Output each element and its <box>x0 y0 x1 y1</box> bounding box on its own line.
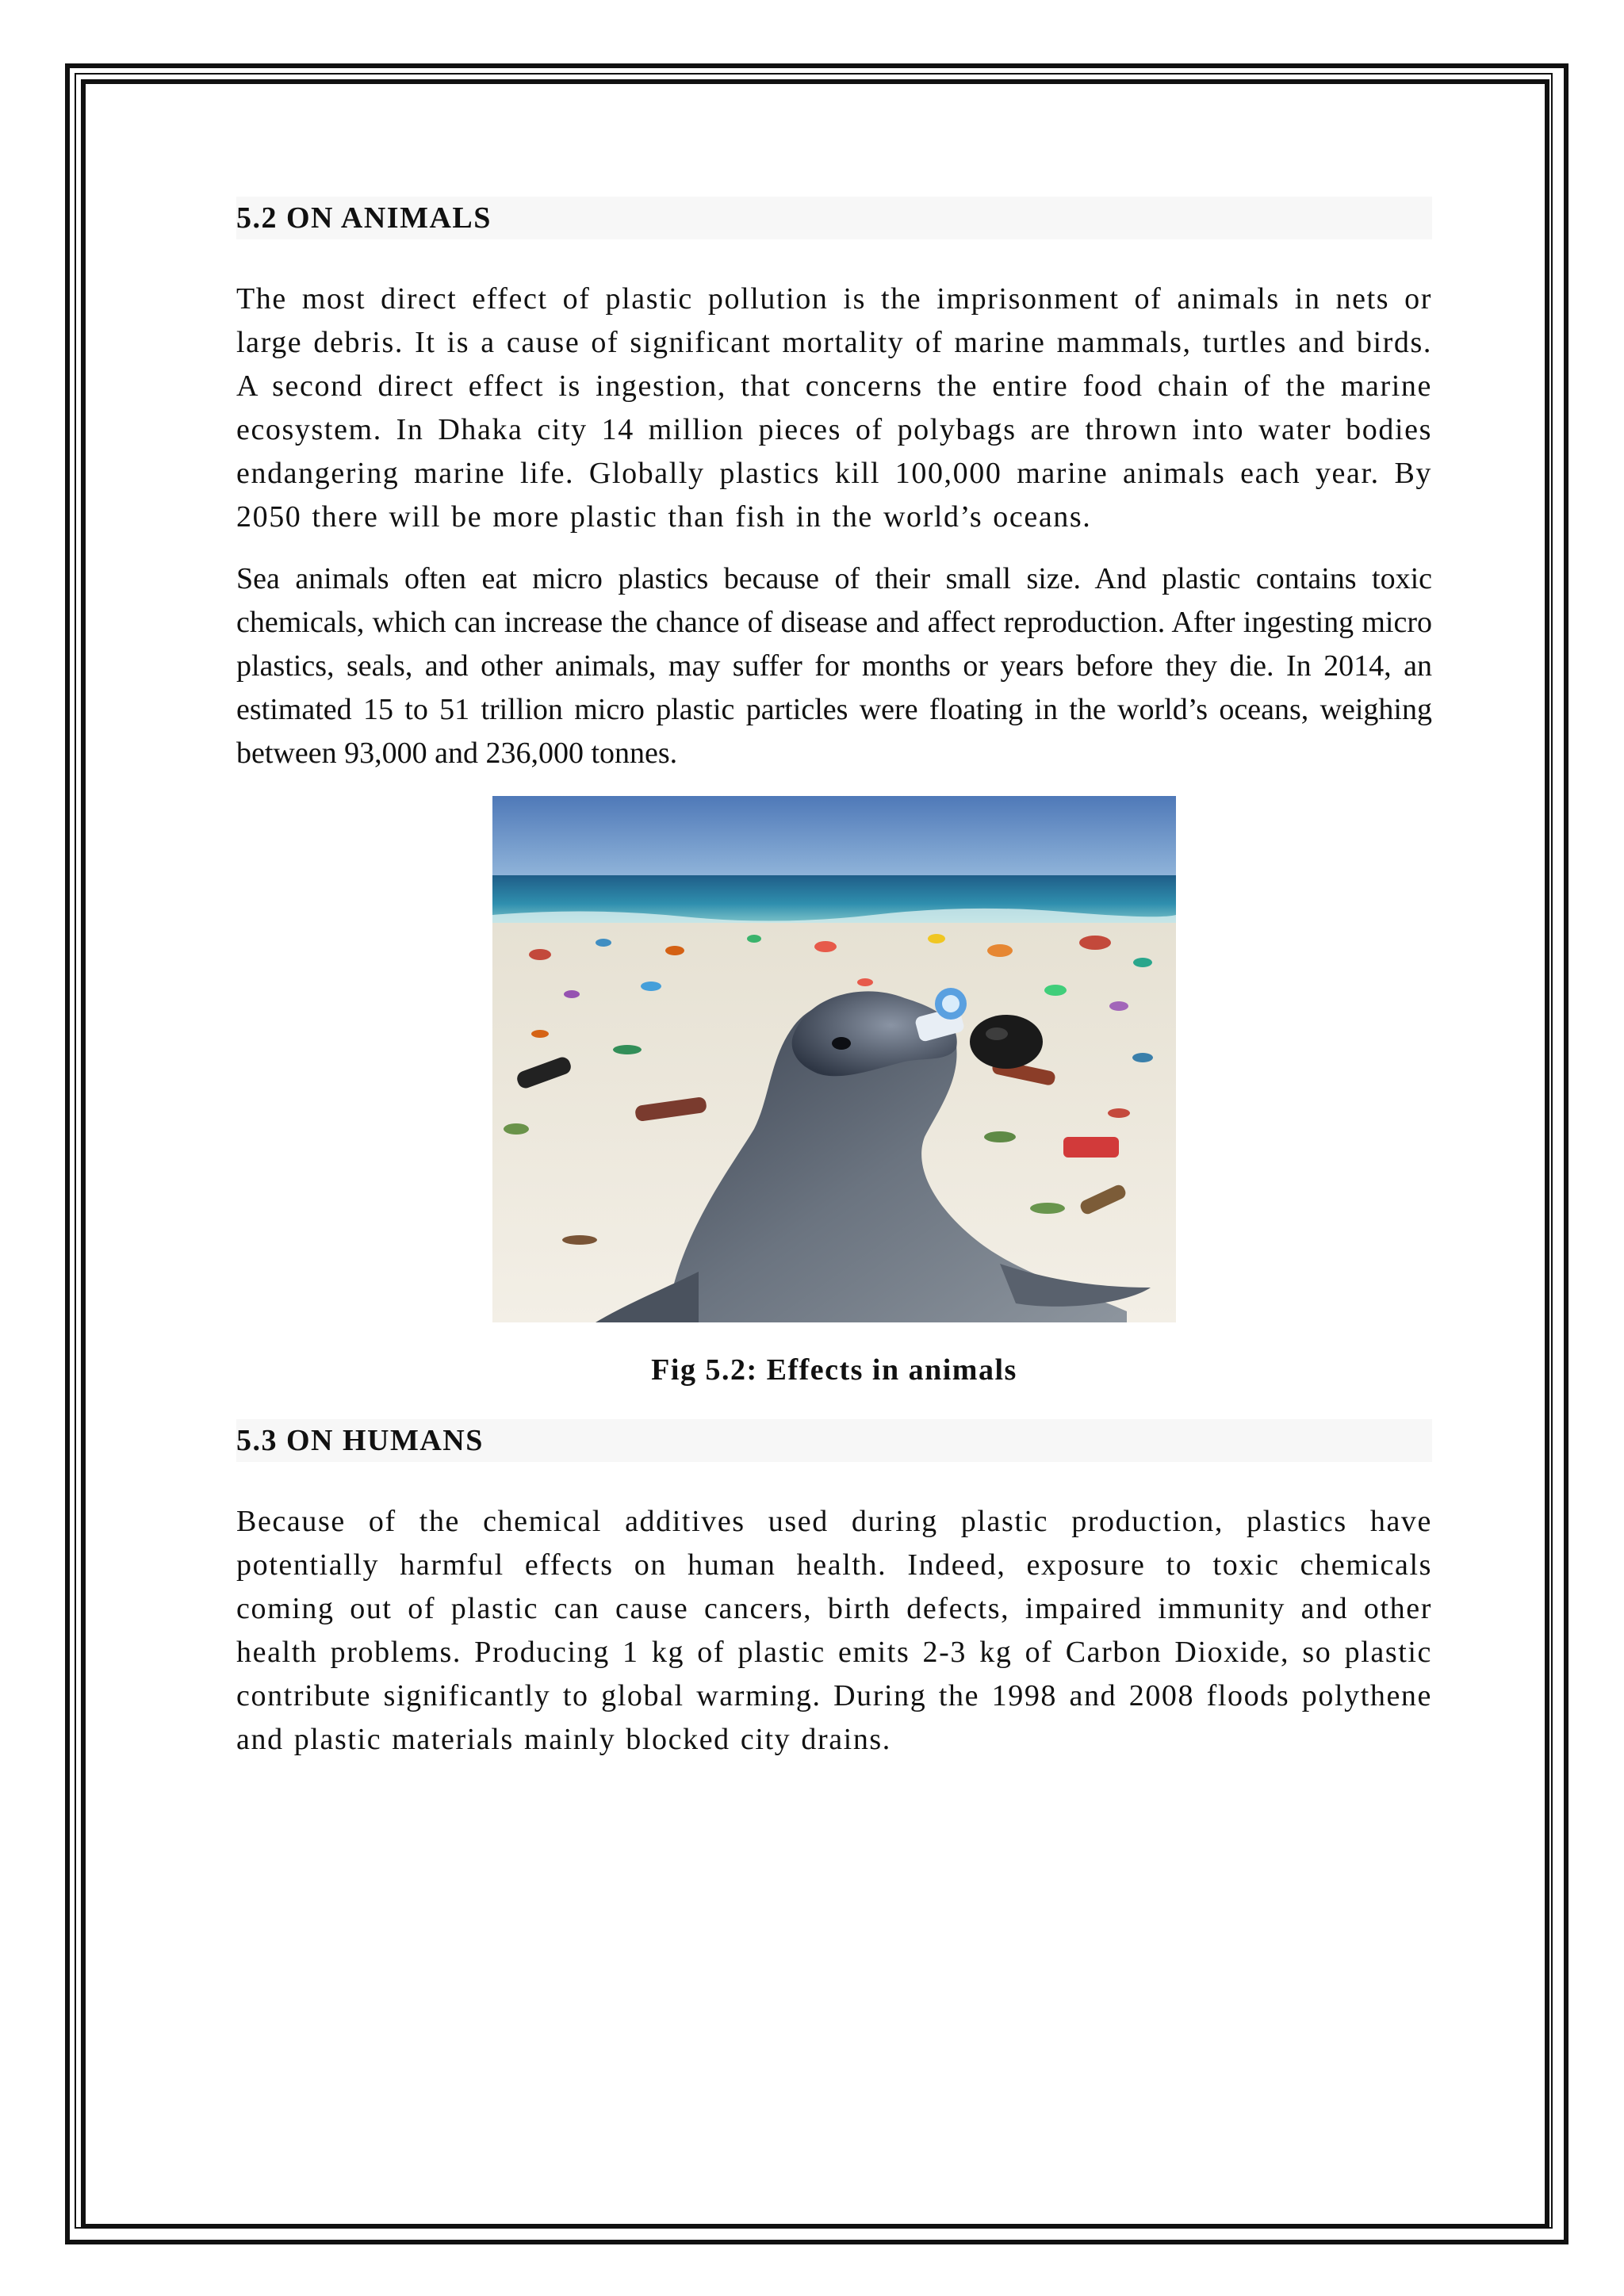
figure-caption: Fig 5.2: Effects in animals <box>651 1353 1017 1387</box>
section-heading-humans: 5.3 ON HUMANS <box>236 1419 1432 1462</box>
section-heading-animals: 5.2 ON ANIMALS <box>236 197 1432 239</box>
paragraph-animals-2: Sea animals often eat micro plastics because of their small size. And plastic contains toxic chemicals, which can increase the chance of disease and affect reproduction. After ingesting micro plastics, seals, and other animals, may suffer for months or years before they die. In 2014, an estimated 15 to 51 trillion micro plastic particles were floating in the world’s oceans, weighing between 93,000 and 236,000 tonnes. <box>236 562 1432 770</box>
figure-effects-in-animals <box>236 796 1432 1387</box>
paragraph-animals-1: The most direct effect of plastic pollution is the imprisonment of animals in nets or large debris. It is a cause of significant mortality of marine mammals, turtles and birds. A second direct effect is ingestion, that concerns the entire food chain of the marine ecosystem. In Dhaka city 14 million pieces of polybags are thrown into water bodies endangering marine life. Globally plastics kill 100,000 marine animals each year. By 2050 there will be more plastic than fish in the world’s oceans. <box>236 282 1432 534</box>
paragraph-humans-1: Because of the chemical additives used during plastic production, plastics have potentially harmful effects on human health. Indeed, exposure to toxic chemicals coming out of plastic can cause cancers, birth defects, impaired immunity and other health problems. Producing 1 kg of plastic emits 2-3 kg of Carbon Dioxide, so plastic contribute significantly to global warming. During the 1998 and 2008 floods polythene and plastic materials mainly blocked city drains. <box>236 1505 1432 1756</box>
seal-on-plastic-beach-photo <box>492 796 1176 1322</box>
page-content <box>236 197 1432 1762</box>
